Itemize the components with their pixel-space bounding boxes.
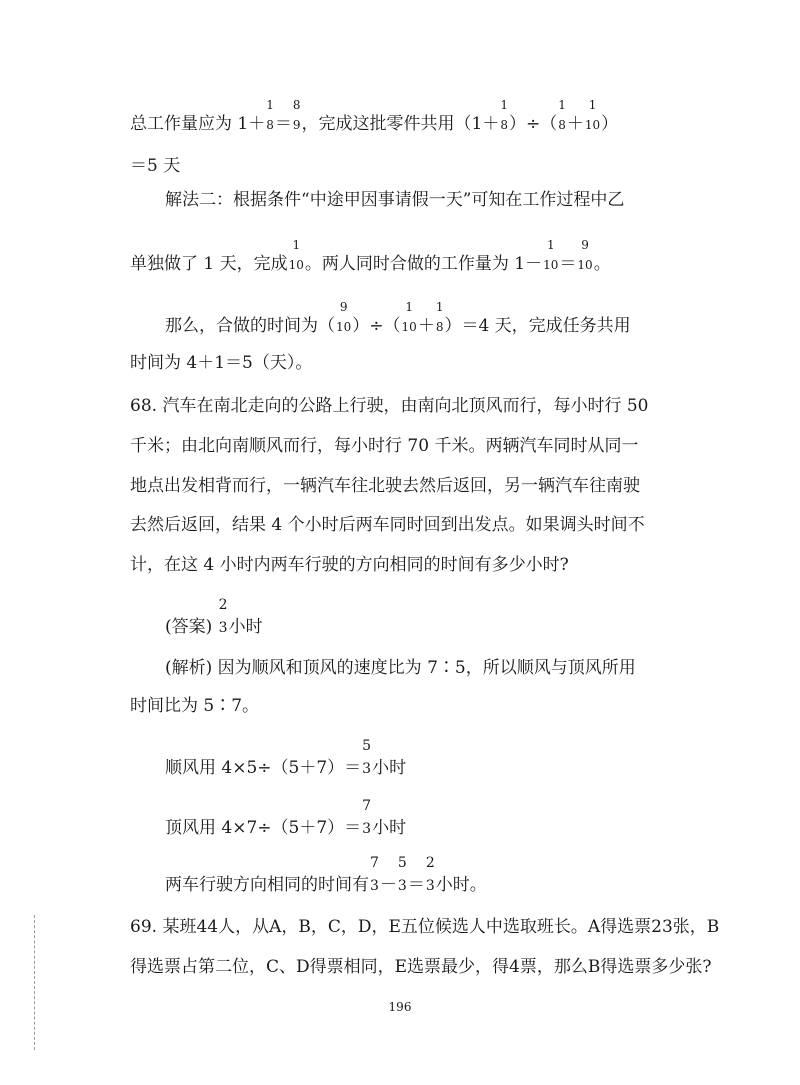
- problem-68-line-3: 地点出发相背而行，一辆汽车往北驶去然后返回，另一辆汽车往南驶: [130, 476, 640, 496]
- problem-68-line-2: 千米；由北向南顺风而行，每小时行 70 千米。两辆汽车同时从同一: [130, 436, 639, 456]
- page-number: 196: [388, 1000, 412, 1014]
- text-line-5: 那么，合做的时间为（ 9 10 ）÷（ 1 10 ＋ 1 8 ）＝4 天，完成任务共用: [165, 300, 631, 336]
- fraction: 7 3: [370, 855, 379, 894]
- problem-68-line-4: 去然后返回，结果 4 个小时后两车同时回到出发点。如果调头时间不: [130, 515, 645, 535]
- fraction: 1 10: [543, 238, 559, 272]
- problem-68-line-1: 68. 汽车在南北走向的公路上行驶，由南向北顶风而行，每小时行 50: [130, 396, 649, 416]
- text-line-4: 单独做了 1 天，完成 1 10 。两人同时合做的工作量为 1－ 1 10 ＝ 9 10 。: [130, 238, 611, 274]
- fraction: 1 10: [584, 98, 601, 132]
- fraction: 1 10: [288, 238, 304, 272]
- text-line-6: 时间为 4＋1＝5（天）。: [130, 353, 313, 373]
- same-direction-calc-line: 两车行驶方向相同的时间有 7 3 － 5 3 ＝ 2 3 小时。: [165, 855, 487, 895]
- problem-69-line-2: 得选票占第二位，C、D得票相同，E选票最少，得4票，那么B得选票多少张?: [130, 957, 712, 977]
- analysis-line-1: (解析) 因为顺风和顶风的速度比为 7∶5，所以顺风与顶风所用: [165, 658, 636, 678]
- fraction: 1 8: [500, 98, 508, 132]
- fraction: 9 10: [577, 238, 593, 272]
- problem-68-line-5: 计，在这 4 小时内两车行驶的方向相同的时间有多少小时?: [130, 555, 569, 575]
- fraction: 1 8: [266, 98, 274, 132]
- fraction: 1 8: [558, 98, 566, 132]
- scan-margin-line: [34, 915, 36, 1050]
- fraction: 1 8: [435, 300, 444, 334]
- text-line-1: 总工作量应为 1＋ 1 8 ＝ 8 9 ，完成这批零件共用（1＋ 1 8 ）÷（ 1 8 ＋ 1 10 ）: [130, 98, 619, 134]
- answer-line: (答案) 2 3 小时: [165, 597, 263, 637]
- analysis-line-2: 时间比为 5∶7。: [130, 696, 260, 716]
- text-line-3: 解法二：根据条件“中途甲因事请假一天”可知在工作过程中乙: [165, 190, 625, 210]
- headwind-calc-line: 顶风用 4×7÷（5＋7）＝ 7 3 小时: [165, 798, 407, 838]
- fraction: 5 3: [397, 855, 407, 894]
- fraction: 9 10: [336, 300, 352, 334]
- tailwind-calc-line: 顺风用 4×5÷（5＋7）＝ 5 3 小时: [165, 738, 407, 778]
- fraction: 8 9: [292, 98, 301, 132]
- fraction: 1 10: [401, 300, 417, 334]
- text-line-2: ＝5 天: [130, 156, 181, 176]
- fraction: 2 3: [425, 855, 435, 894]
- fraction: 7 3: [362, 798, 372, 837]
- fraction: 2 3: [218, 597, 228, 636]
- fraction: 5 3: [362, 738, 372, 777]
- problem-69-line-1: 69. 某班44人，从A，B，C，D，E五位候选人中选取班长。A得选票23张，B: [130, 917, 720, 937]
